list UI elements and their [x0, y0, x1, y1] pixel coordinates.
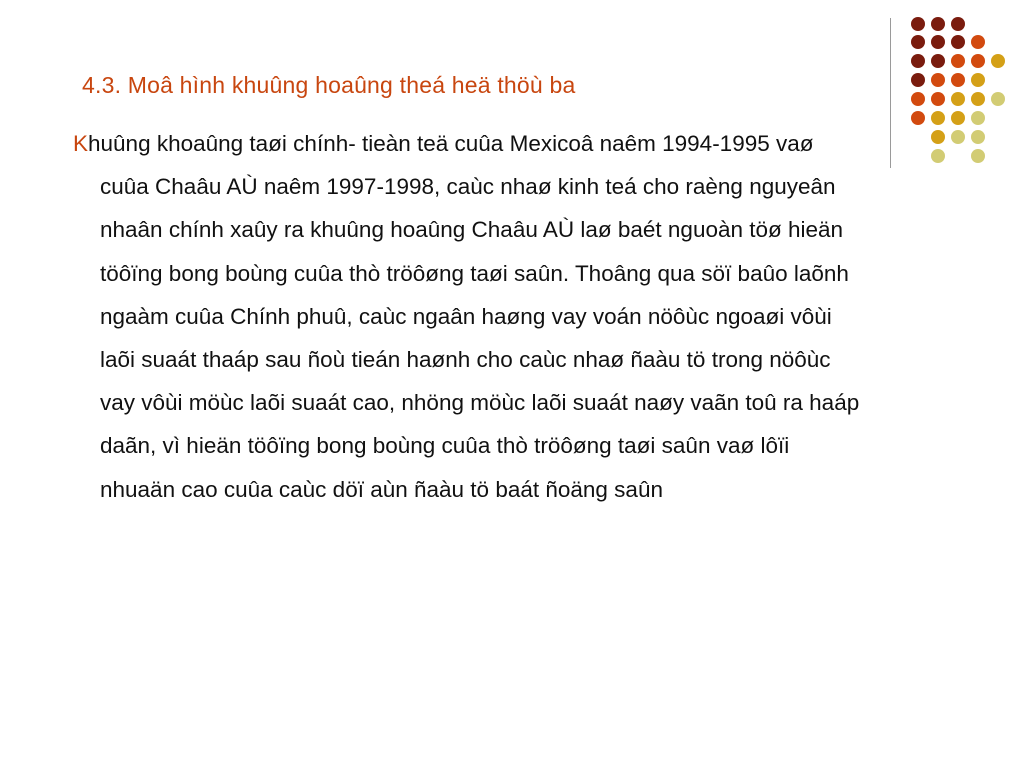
slide-title: 4.3. Moâ hình khuûng hoaûng theá heä thöù ba: [82, 72, 576, 98]
decorative-dot: [931, 54, 945, 68]
decorative-dot: [951, 111, 965, 125]
paragraph-line-2: cuûa Chaâu AÙ naêm 1997-1998, caùc nhaø kinh teá cho raèng nguyeân: [100, 174, 836, 200]
decorative-dot: [971, 54, 985, 68]
decorative-dot: [931, 17, 945, 31]
decorative-dot: [971, 35, 985, 49]
paragraph-line-9: nhuaän cao cuûa caùc döï aùn ñaàu tö baát ñoäng saûn: [100, 476, 663, 502]
decorative-dot: [971, 111, 985, 125]
paragraph-line-1: [73, 122, 953, 165]
paragraph-line-4: töôïng bong boùng cuûa thò tröôøng taøi saûn. Thoâng qua söï baûo laõnh: [100, 260, 849, 286]
decorative-dot: [991, 54, 1005, 68]
decorative-dot: [951, 54, 965, 68]
paragraph-line-8: daãn, vì hieän töôïng bong boùng cuûa thò tröôøng taøi saûn vaø lôïi: [100, 433, 790, 459]
decorative-dot: [991, 92, 1005, 106]
body-paragraph: [73, 122, 953, 511]
decorative-dot: [911, 92, 925, 106]
paragraph-line-3: nhaân chính xaûy ra khuûng hoaûng Chaâu AÙ laø baét nguoàn töø hieän: [100, 217, 844, 243]
decorative-dot: [931, 73, 945, 87]
decorative-dot: [911, 35, 925, 49]
decorative-dot: [931, 92, 945, 106]
decorative-dot: [951, 130, 965, 144]
decorative-dot: [951, 92, 965, 106]
paragraph-line-7: vay vôùi möùc laõi suaát cao, nhöng möùc laõi suaát naøy vaãn toû ra haáp: [100, 390, 860, 416]
decorative-dot: [971, 149, 985, 163]
decorative-dot: [911, 54, 925, 68]
decorative-dot: [911, 73, 925, 87]
paragraph-line-5: ngaàm cuûa Chính phuû, caùc ngaân haøng vay voán nöôùc ngoaøi vôùi: [100, 303, 832, 329]
paragraph-line-6: laõi suaát thaáp sau ñoù tieán haønh cho caùc nhaø ñaàu tö trong nöôùc: [100, 346, 831, 372]
drop-letter: K: [73, 131, 89, 156]
decorative-dot: [971, 73, 985, 87]
decorative-dot: [931, 35, 945, 49]
decorative-dot: [951, 35, 965, 49]
paragraph-line-text: huûng khoaûng taøi chính- tieàn teä cuûa Mexicoâ naêm 1994-1995 vaø: [88, 131, 814, 156]
decorative-dot: [971, 130, 985, 144]
decorative-dot: [971, 92, 985, 106]
decorative-dot: [951, 17, 965, 31]
decorative-dot: [911, 17, 925, 31]
decorative-dot: [951, 73, 965, 87]
